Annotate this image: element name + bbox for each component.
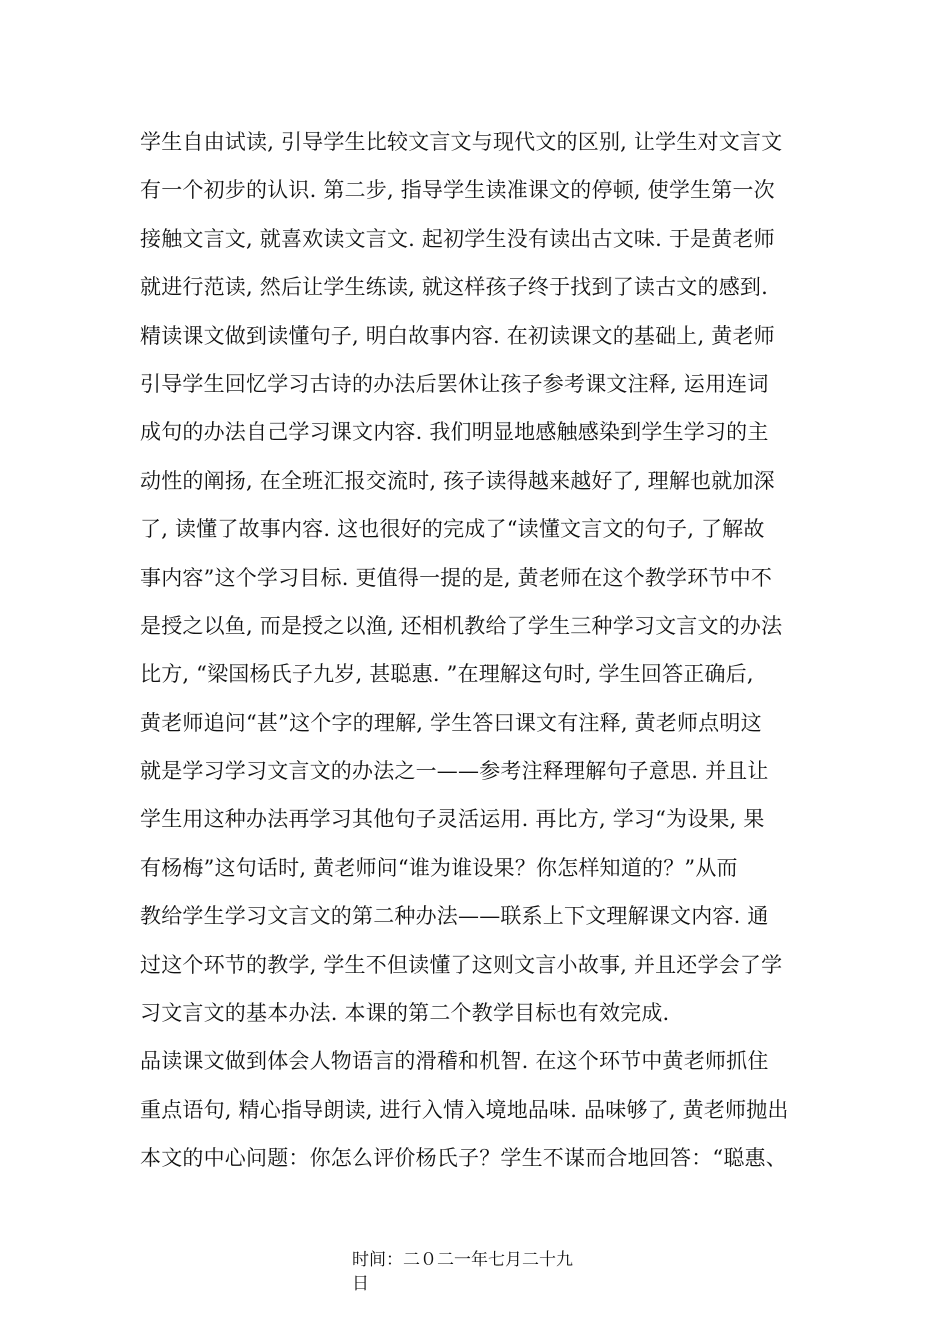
text-line: 教给学生学习文言文的第二种办法——联系上下文理解课文内容. 通 — [140, 904, 769, 929]
text-line: 学生用这种办法再学习其他句子灵活运用. 再比方, 学习“为设果, 果 — [140, 807, 765, 832]
text-line: 习文言文的基本办法. 本课的第二个教学目标也有效完成. — [140, 1001, 670, 1026]
text-line: 就进行范读, 然后让学生练读, 就这样孩子终于找到了读古文的感到. — [140, 275, 768, 300]
text-line: 是授之以鱼, 而是授之以渔, 还相机教给了学生三种学习文言文的办法 — [140, 613, 783, 638]
footer-date-line: 时间：二０二一年七月二十九 — [352, 1250, 573, 1270]
text-line: 接触文言文, 就喜欢读文言文. 起初学生没有读出古文味. 于是黄老师 — [140, 226, 775, 251]
text-line: 就是学习学习文言文的办法之一——参考注释理解句子意思. 并且让 — [140, 759, 769, 784]
text-line: 比方, “梁国杨氏子九岁, 甚聪惠. ”在理解这句时, 学生回答正确后, — [140, 662, 754, 687]
text-line: 有一个初步的认识. 第二步, 指导学生读准课文的停顿, 使学生第一次 — [140, 178, 775, 203]
text-line: 动性的阐扬, 在全班汇报交流时, 孩子读得越来越好了, 理解也就加深 — [140, 468, 775, 493]
footer-date-line: 日 — [352, 1274, 369, 1294]
text-line: 过这个环节的教学, 学生不但读懂了这则文言小故事, 并且还学会了学 — [140, 952, 783, 977]
text-line: 重点语句, 精心指导朗读, 进行入情入境地品味. 品味够了, 黄老师抛出 — [140, 1097, 789, 1122]
text-line: 成句的办法自己学习课文内容. 我们明显地感触感染到学生学习的主 — [140, 420, 769, 445]
text-line: 品读课文做到体会人物语言的滑稽和机智. 在这个环节中黄老师抓住 — [140, 1049, 769, 1074]
text-line: 引导学生回忆学习古诗的办法后罢休让孩子参考课文注释, 运用连词 — [140, 371, 769, 396]
body-text — [140, 118, 820, 1183]
text-line: 本文的中心问题：你怎么评价杨氏子？学生不谋而合地回答：“聪惠、 — [140, 1146, 787, 1171]
text-line: 有杨梅”这句话时, 黄老师问“谁为谁设果？你怎样知道的？”从而 — [140, 855, 738, 880]
text-line: 学生自由试读, 引导学生比较文言文与现代文的区别, 让学生对文言文 — [140, 130, 783, 154]
text-line: 精读课文做到读懂句子, 明白故事内容. 在初读课文的基础上, 黄老师 — [140, 323, 775, 348]
text-line: 了, 读懂了故事内容. 这也很好的完成了“读懂文言文的句子, 了解故 — [140, 517, 765, 542]
text-line: 黄老师追问“甚”这个字的理解, 学生答曰课文有注释, 黄老师点明这 — [140, 710, 762, 735]
page-footer-date — [352, 1248, 612, 1296]
text-line: 事内容”这个学习目标. 更值得一提的是, 黄老师在这个教学环节中不 — [140, 565, 773, 590]
